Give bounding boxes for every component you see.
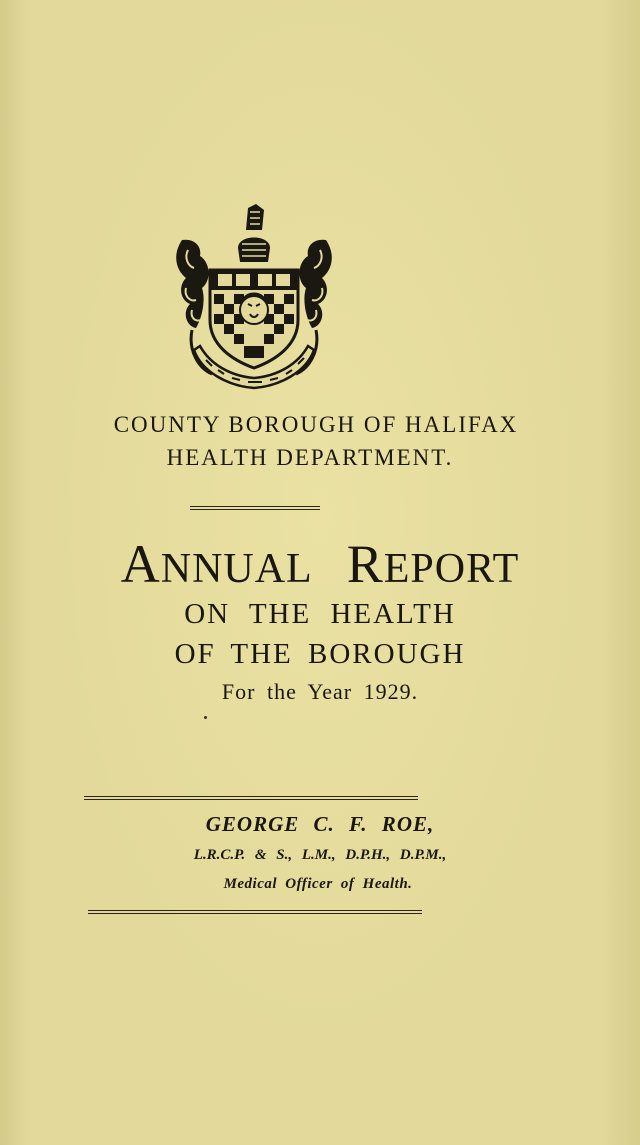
title-word-report-rest: EPORT [383,546,520,592]
divider-rule [84,796,418,800]
report-title [0,534,640,599]
divider-rule [88,910,422,914]
author-role: Medical Officer of Health. [223,876,413,892]
author-name: GEORGE C. F. ROE, [205,812,435,836]
title-initial-r: R [346,534,384,594]
coat-of-arms-icon [172,200,336,400]
header-line-department: HEALTH DEPARTMENT. [166,445,454,470]
author-qualifications: L.R.C.P. & S., L.M., D.P.H., D.P.M., [193,847,447,863]
subtitle-line-2: OF THE BOROUGH [174,638,466,670]
paper-speck [204,716,207,719]
title-word-annual-rest: NNUAL [160,546,313,592]
header-line-council: COUNTY BOROUGH OF HALIFAX [113,412,519,437]
subtitle-line-1: ON THE HEALTH [184,598,456,630]
divider-rule [190,506,320,510]
report-year: For the Year 1929. [221,679,419,704]
title-initial-a: A [120,534,161,594]
